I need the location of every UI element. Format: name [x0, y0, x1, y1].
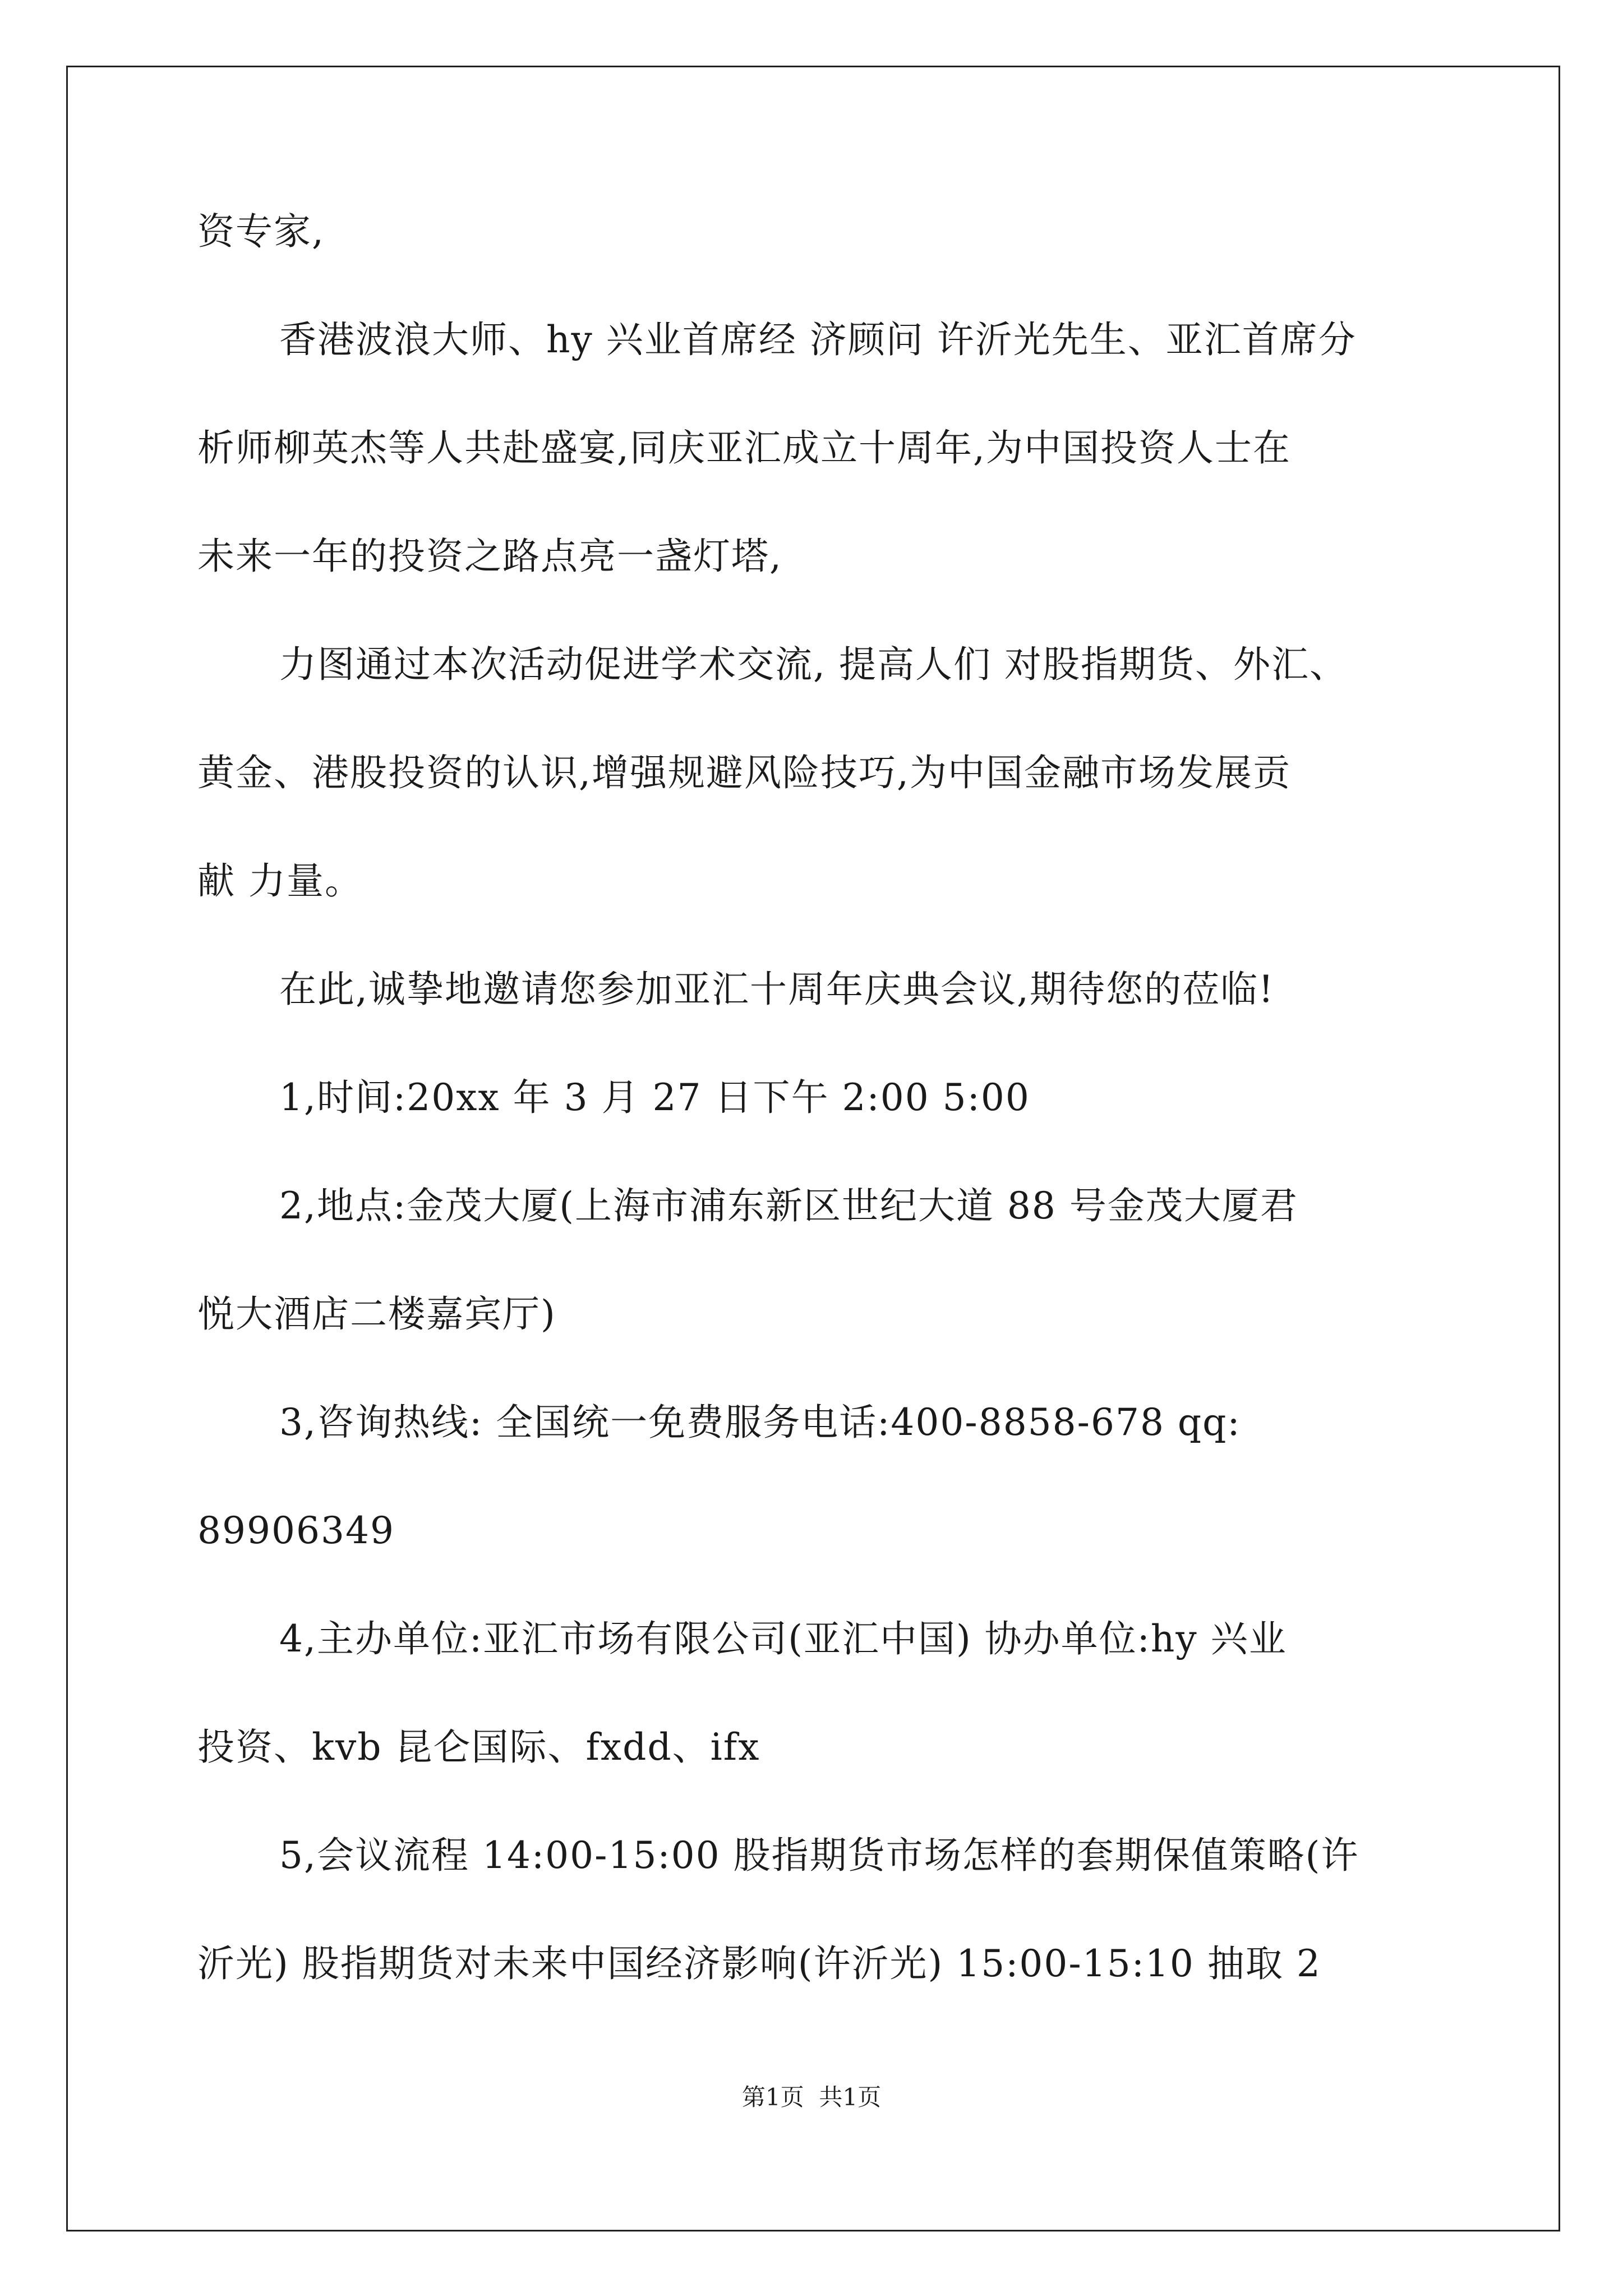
text-line: 未来一年的投资之路点亮一盏灯塔,: [197, 535, 782, 578]
text-line: 献 力量。: [197, 859, 363, 903]
page-border: [66, 66, 1560, 2231]
text-line: 89906349: [197, 1509, 395, 1552]
text-line: 3,咨询热线: 全国统一免费服务电话:400-8858-678 qq:: [279, 1401, 1241, 1444]
text-line: 4,主办单位:亚汇市场有限公司(亚汇中国) 协办单位:hy 兴业: [279, 1617, 1287, 1660]
text-line: 力图通过本次活动促进学术交流, 提高人们 对股指期货、外汇、: [279, 643, 1348, 686]
text-line: 5,会议流程 14:00-15:00 股指期货市场怎样的套期保值策略(许: [279, 1834, 1359, 1877]
text-line: 沂光) 股指期货对未来中国经济影响(许沂光) 15:00-15:10 抽取 2: [197, 1942, 1321, 1985]
text-line: 在此,诚挚地邀请您参加亚汇十周年庆典会议,期待您的莅临!: [279, 968, 1275, 1011]
text-line: 资专家,: [197, 210, 325, 253]
page-footer: 第1页 共1页: [741, 2083, 882, 2111]
text-line: 悦大酒店二楼嘉宾厅): [197, 1292, 556, 1336]
text-line: 黄金、港股投资的认识,增强规避风险技巧,为中国金融市场发展贡: [197, 751, 1291, 794]
text-line: 1,时间:20xx 年 3 月 27 日下午 2:00 5:00: [279, 1076, 1030, 1119]
text-line: 投资、kvb 昆仑国际、fxdd、ifx: [197, 1726, 760, 1769]
text-line: 析师柳英杰等人共赴盛宴,同庆亚汇成立十周年,为中国投资人士在: [197, 426, 1291, 470]
text-line: 2,地点:金茂大厦(上海市浦东新区世纪大道 88 号金茂大厦君: [279, 1184, 1298, 1227]
text-line: 香港波浪大师、hy 兴业首席经 济顾问 许沂光先生、亚汇首席分: [279, 318, 1357, 361]
